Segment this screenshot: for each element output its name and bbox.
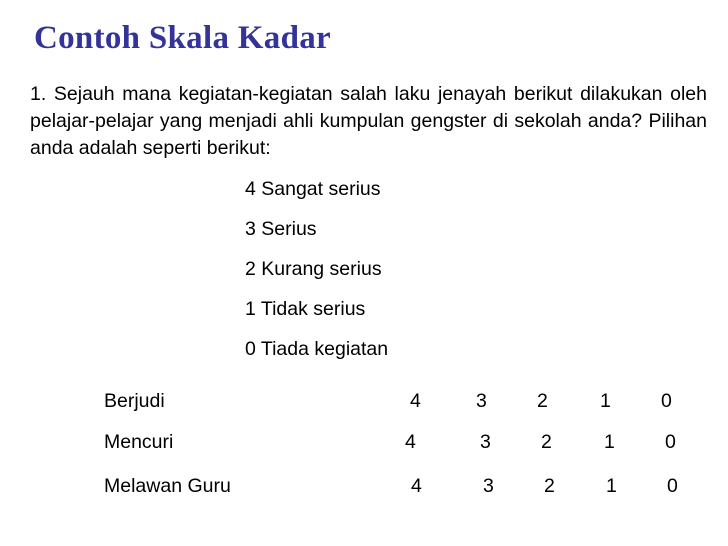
- score-2: 2: [544, 475, 555, 497]
- question-text: 1. Sejauh mana kegiatan-kegiatan salah laku jenayah berikut dilakukan oleh pelajar-pelajar yang menjadi ahli kumpulan gengster di sekolah anda? Pilihan anda adalah seperti berikut:: [30, 83, 707, 159]
- score-0: 0: [667, 475, 678, 497]
- score-4: 4: [411, 475, 422, 497]
- option-sangat-serius: 4 Sangat serius: [245, 178, 381, 200]
- score-0: 0: [665, 431, 676, 453]
- score-1: 1: [606, 475, 617, 497]
- item-row-mencuri: [0, 431, 728, 461]
- option-tiada-kegiatan: 0 Tiada kegiatan: [245, 338, 389, 360]
- item-label: Mencuri: [104, 431, 174, 453]
- item-label: Berjudi: [104, 390, 165, 412]
- score-3: 3: [476, 390, 487, 412]
- option-serius: 3 Serius: [245, 218, 317, 240]
- score-4: 4: [410, 390, 421, 412]
- score-2: 2: [541, 431, 552, 453]
- score-1: 1: [600, 390, 611, 412]
- score-1: 1: [604, 431, 615, 453]
- item-row-melawan-guru: [0, 475, 728, 505]
- score-2: 2: [537, 390, 548, 412]
- item-row-berjudi: [0, 390, 728, 420]
- option-tidak-serius: 1 Tidak serius: [245, 298, 366, 320]
- score-3: 3: [480, 431, 491, 453]
- item-label: Melawan Guru: [104, 475, 231, 497]
- option-kurang-serius: 2 Kurang serius: [245, 258, 382, 280]
- score-4: 4: [405, 431, 416, 453]
- slide-title: Contoh Skala Kadar: [34, 20, 331, 56]
- score-3: 3: [483, 475, 494, 497]
- score-0: 0: [661, 390, 672, 412]
